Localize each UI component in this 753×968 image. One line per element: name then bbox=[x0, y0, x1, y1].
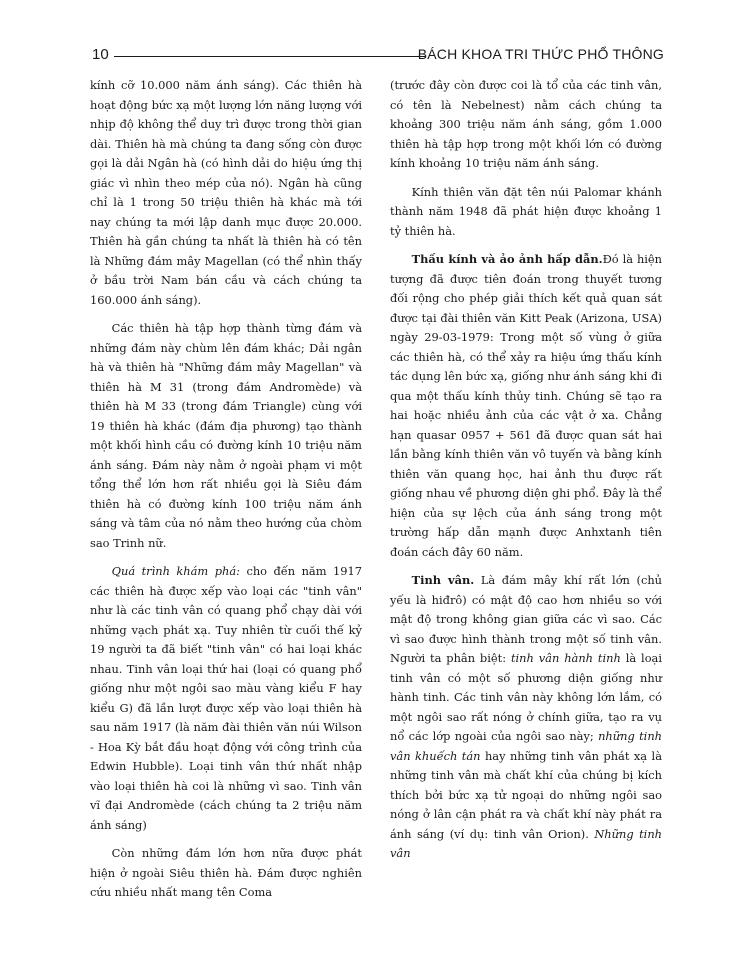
paragraph-text: cho đến năm 1917 các thiên hà được xếp vào loại các "tinh vân" như là các tinh vân có quang phổ chạy dài với những vạch phát xạ. Tuy nhiên từ cuối thế kỷ 19 người ta đã biết "tinh vân" có hai loại khác nhau. Tinh vân loại thứ hai (loại có quang phổ giống như một ngôi sao màu vàng kiểu F hay kiểu G) đã lần lượt được xếp vào loại thiên hà sau năm 1917 (là năm đài thiên văn núi Wilson - Hoa Kỳ bắt đầu hoạt động với công trình của Edwin Hubble). Loại tinh vân thứ nhất nhập vào loại thiên hà coi là những vì sao. Tinh vân vĩ đại Andromède (cách chúng ta 2 triệu năm ánh sáng) bbox=[90, 564, 362, 832]
page-number: 10 bbox=[92, 46, 109, 63]
paragraph: kính cỡ 10.000 năm ánh sáng). Các thiên hà hoạt động bức xạ một lượng lớn năng lượng với nhịp độ không thể duy trì được trong thời gian dài. Thiên hà mà chúng ta đang sống còn được gọi là dải Ngân hà (có hình dải do hiệu ứng thị giác vì nhìn theo mép của nó). Ngân hà cũng chỉ là 1 trong 50 triệu thiên hà khác mà tới nay chúng ta mới lập danh mục được 20.000. Thiên hà gần chúng ta nhất là thiên hà có tên là Những đám mây Magellan (có thể nhìn thấy ở bầu trời Nam bán cầu và cách chúng ta 160.000 ánh sáng). bbox=[90, 78, 362, 307]
running-title: BÁCH KHOA TRI THỨC PHỔ THÔNG bbox=[417, 46, 664, 62]
paragraph-text: Là đám mây khí rất lớn (chủ yếu là hiđrô) có mật độ cao hơn nhiều so với mật độ trong không gian giữa các vì sao. Các vì sao được hình thành trong một số tinh vân. Người ta phân biệt: bbox=[390, 573, 662, 665]
term: Những tinh vân bbox=[390, 826, 663, 860]
page-header bbox=[92, 46, 664, 68]
paragraph-text: là loại tinh vân có một số phương diện giống như hành tinh. Các tinh vân này không lớn lắm, có một ngôi sao rất nóng ở chính giữa, tạo ra vụ nổ các lớp ngoài của ngôi sao này; bbox=[390, 651, 662, 743]
term: tinh vân hành tinh bbox=[510, 651, 621, 665]
paragraph-text: hay những tinh vân phát xạ là những tinh vân mà chất khí của chúng bị kích thích bởi bức xạ tử ngoại do những ngôi sao nóng ở lân cận phát ra và chất khí này phát ra ánh sáng (ví dụ: tinh vân Orion). bbox=[390, 748, 662, 841]
paragraph: Còn những đám lớn hơn nữa được phát hiện ở ngoài Siêu thiên hà. Đám được nghiên cứu nhiều nhất mang tên Coma bbox=[90, 846, 362, 899]
section-heading: Tinh vân. bbox=[411, 573, 475, 587]
term: những tinh vân khuếch tán bbox=[390, 729, 662, 763]
paragraph-text: Đó là hiện tượng đã được tiên đoán trong thuyết tương đối rộng cho phép giải thích kết quả quan sát được tại đài thiên văn Kitt Peak (Arizona, USA) ngày 29-03-1979: Trong một số vùng ở giữa các thiên hà, có thể xảy ra hiệu ứng thấu kính tác dụng lên bức xạ, giống như ánh sáng khi đi qua một thấu kính thủy tinh. Chúng sẽ tạo ra hai hoặc nhiều ảnh của các vật ở xa. Chẳng hạn quasar 0957 + 561 đã được quan sát hai lần bằng kính thiên văn vô tuyến và bằng kính thiên văn quang học, hai ảnh thu được rất giống nhau về phương diện ghi phổ. Đây là thể hiện của sự lệch của ánh sáng trong một trường hấp dẫn mạnh được Anhxtanh tiên đoán cách đây 60 năm. bbox=[390, 252, 662, 559]
right-column bbox=[390, 76, 662, 873]
paragraph: (trước đây còn được coi là tổ của các tinh vân, có tên là Nebelnest) nằm cách chúng ta khoảng 300 triệu năm ánh sáng, gồm 1.000 thiên hà tập hợp trong một khối lớn có đường kính khoảng 10 triệu năm ánh sáng. bbox=[390, 78, 662, 170]
section-heading: Thấu kính và ảo ảnh hấp dẫn. bbox=[411, 252, 603, 266]
section-lead: Quá trình khám phá: bbox=[111, 564, 240, 578]
paragraph: Các thiên hà tập hợp thành từng đám và những đám này chùm lên đám khác; Dải ngân hà và thiên hà "Những đám mây Magellan" và thiên hà M 31 (trong đám Andromède) và thiên hà M 33 (trong đám Triangle) cùng với 19 thiên hà khác (đám địa phương) tạo thành một khối hình cầu có đường kính 10 triệu năm ánh sáng. Đám này nằm ở ngoài phạm vi một tổng thể lớn hơn rất nhiều gọi là Siêu đám thiên hà có đường kính 100 triệu năm ánh sáng và tâm của nó nằm theo hướng của chòm sao Trinh nữ. bbox=[90, 321, 362, 550]
paragraph bbox=[390, 250, 662, 562]
paragraph: Kính thiên văn đặt tên núi Palomar khánh thành năm 1948 đã phát hiện được khoảng 1 tỷ thiên hà. bbox=[390, 184, 662, 238]
paragraph bbox=[390, 571, 662, 864]
left-column bbox=[90, 76, 362, 912]
header-rule bbox=[114, 56, 426, 57]
paragraph bbox=[90, 562, 362, 835]
